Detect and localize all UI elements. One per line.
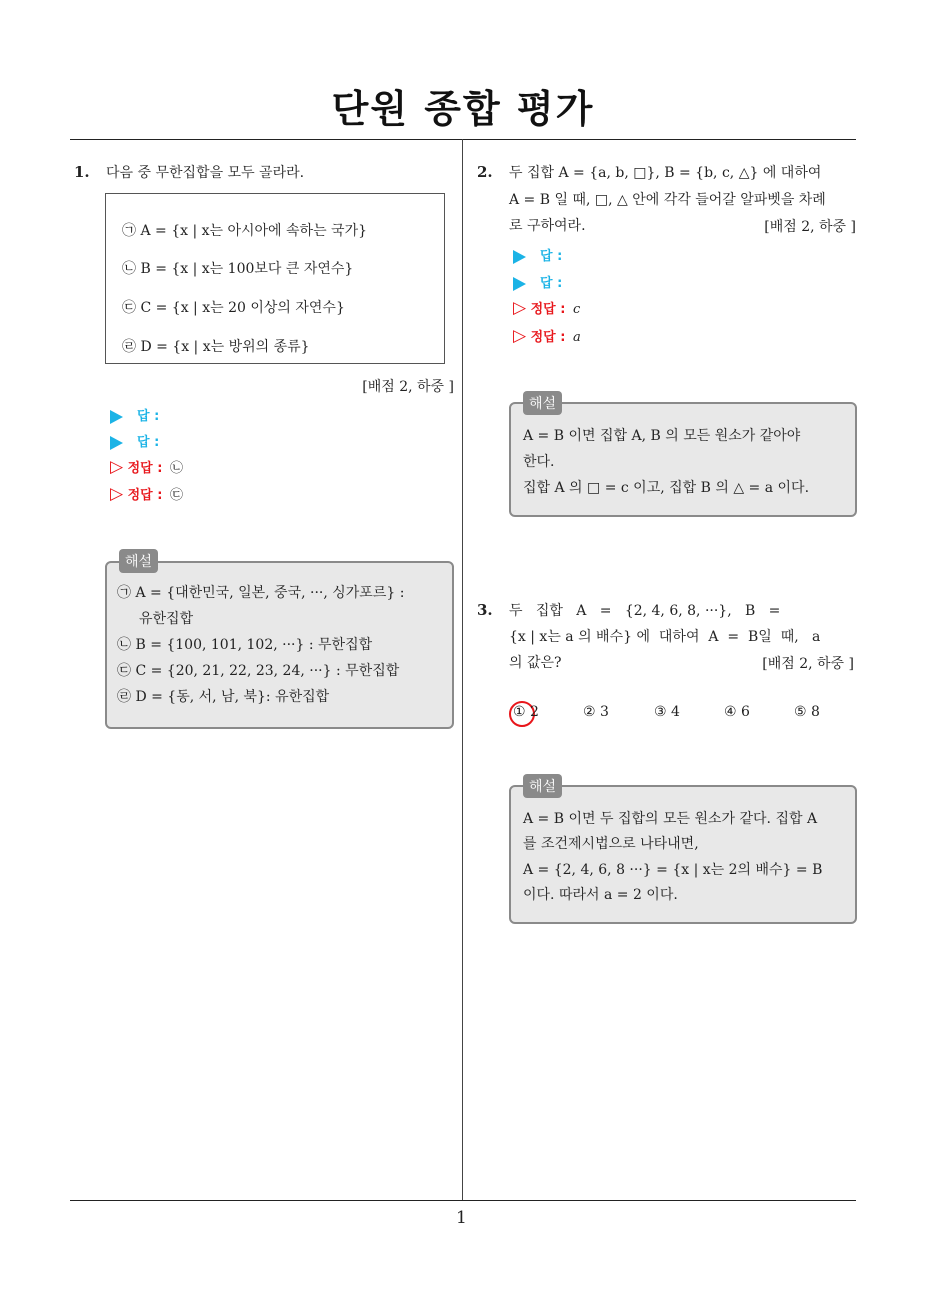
solution-tag: 해설: [523, 391, 562, 415]
solution-line: 한다.: [523, 454, 555, 470]
play-icon: [110, 436, 123, 450]
correct-answer-line: [513, 326, 581, 346]
solution-line: 유한집합: [139, 611, 194, 627]
correct-label: 정답 :: [530, 330, 566, 345]
hollow-triangle-icon: ▷: [513, 298, 527, 318]
solution-line: A = {2, 4, 6, 8 ···} = {x | x는 2의 배수} = B: [523, 862, 823, 878]
question-number: 3.: [477, 601, 493, 619]
solution-line: 집합 A 의 □ = c 이고, 집합 B 의 △ = a 이다.: [523, 480, 810, 496]
choice-option[interactable]: ⑤ 8: [794, 704, 820, 720]
correct-value: a: [572, 330, 581, 345]
question-text: 의 값은?: [509, 655, 562, 671]
condition-item: ㉢ C = {x | x는 20 이상의 자연수}: [122, 300, 345, 316]
correct-answer-line: [110, 484, 183, 504]
solution-box: [509, 785, 857, 924]
answer-line[interactable]: [513, 272, 562, 291]
question-text: 로 구하여라.: [509, 218, 586, 234]
score-meta: [배점 2, 하중 ]: [764, 219, 856, 235]
answer-line[interactable]: [513, 245, 562, 264]
question-text: 두 집합 A = {2, 4, 6, 8, ···}, B =: [509, 603, 781, 619]
solution-line: A = B 이면 두 집합의 모든 원소가 같다. 집합 A: [523, 811, 818, 827]
condition-box: [105, 193, 445, 364]
question-text: {x | x는 a 의 배수} 에 대하여 A = B일 때, a: [509, 629, 821, 645]
solution-line: ㉠ A = {대한민국, 일본, 중국, ···, 싱가포르} :: [117, 585, 405, 601]
solution-tag: 해설: [523, 774, 562, 798]
correct-value: c: [572, 302, 581, 317]
correct-answer-line: [110, 457, 183, 477]
solution-line: ㉣ D = {동, 서, 남, 북}: 유한집합: [117, 689, 330, 705]
correct-value: ㉡: [169, 461, 183, 476]
correct-label: 정답 :: [530, 302, 566, 317]
answer-line[interactable]: [110, 405, 159, 424]
play-icon: [513, 277, 526, 291]
hollow-triangle-icon: ▷: [513, 326, 527, 346]
solution-box: [105, 561, 454, 729]
solution-line: 를 조건제시법으로 나타내면,: [523, 836, 699, 852]
condition-item: ㉠ A = {x | x는 아시아에 속하는 국가}: [122, 223, 368, 239]
column-divider: [462, 139, 463, 1201]
play-icon: [513, 250, 526, 264]
correct-answer-line: [513, 298, 580, 318]
choice-option[interactable]: ③ 4: [654, 704, 680, 720]
condition-item: ㉣ D = {x | x는 방위의 종류}: [122, 339, 310, 355]
hollow-triangle-icon: ▷: [110, 457, 124, 477]
question-text: 다음 중 무한집합을 모두 골라라.: [106, 165, 305, 181]
solution-box: [509, 402, 857, 517]
solution-line: ㉢ C = {20, 21, 22, 23, 24, ···} : 무한집합: [117, 663, 400, 679]
solution-line: A = B 이면 집합 A, B 의 모든 원소가 같아야: [523, 428, 801, 444]
answer-label: 답 :: [540, 249, 563, 264]
condition-item: ㉡ B = {x | x는 100보다 큰 자연수}: [122, 261, 354, 277]
score-meta: [배점 2, 하중 ]: [362, 379, 454, 395]
page-title: 단원 종합 평가: [331, 87, 595, 131]
hollow-triangle-icon: ▷: [110, 484, 124, 504]
choice-option[interactable]: ② 3: [583, 704, 609, 720]
play-icon: [110, 410, 123, 424]
score-meta: [배점 2, 하중 ]: [762, 656, 854, 672]
solution-tag: 해설: [119, 549, 158, 573]
footer-divider: [70, 1200, 856, 1201]
question-number: 2.: [477, 163, 493, 181]
question-text: 두 집합 A = {a, b, □}, B = {b, c, △} 에 대하여: [509, 165, 822, 181]
answer-label: 답 :: [137, 409, 160, 424]
question-text: A = B 일 때, □, △ 안에 각각 들어갈 알파벳을 차례: [509, 192, 826, 208]
correct-label: 정답 :: [127, 461, 163, 476]
choice-option[interactable]: ④ 6: [724, 704, 750, 720]
solution-line: 이다. 따라서 a = 2 이다.: [523, 887, 678, 903]
answer-label: 답 :: [137, 435, 160, 450]
correct-value: ㉢: [169, 488, 183, 503]
answer-label: 답 :: [540, 276, 563, 291]
correct-label: 정답 :: [127, 488, 163, 503]
solution-line: ㉡ B = {100, 101, 102, ···} : 무한집합: [117, 637, 373, 653]
choice-option[interactable]: ① 2: [513, 704, 539, 720]
title-divider: [70, 139, 856, 140]
answer-line[interactable]: [110, 431, 159, 450]
question-number: 1.: [74, 163, 90, 181]
page-number: 1: [456, 1208, 467, 1228]
